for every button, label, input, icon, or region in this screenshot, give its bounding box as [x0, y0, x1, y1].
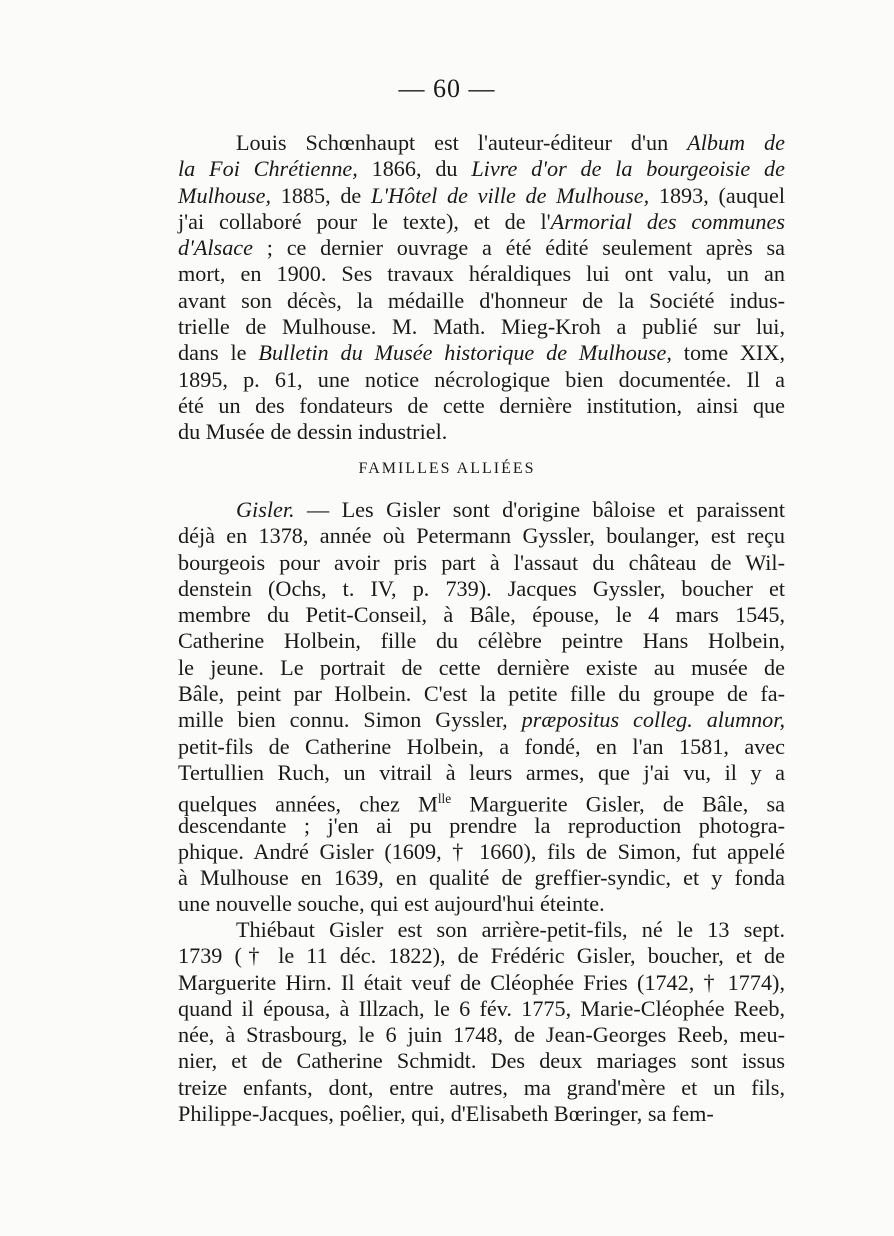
page-number: — 60 — [398, 74, 496, 103]
text-line [178, 393, 785, 419]
text-run: née, à Strasbourg, le 6 juin 1748, de Jean-Georges Reeb, meu- [178, 1022, 785, 1048]
text-run: trielle de Mulhouse. M. Math. Mieg-Kroh a publié sur lui, [178, 314, 785, 340]
text-line [178, 734, 785, 760]
text-run: Marguerite Gisler, de Bâle, sa [451, 791, 785, 817]
paragraph-thiebaut [178, 917, 785, 1127]
text-line [178, 865, 785, 891]
text-run: Catherine Holbein, fille du célèbre peintre Hans Holbein, [178, 628, 785, 654]
text-line [178, 996, 785, 1022]
text-line [178, 367, 785, 393]
text-run: avant son décès, la médaille d'honneur de la Société indus- [178, 287, 785, 313]
text-run: Bulletin du Musée historique de Mulhouse, [258, 340, 672, 366]
text-line [178, 681, 785, 707]
paragraph-schoenhaupt [178, 130, 785, 446]
text-run: Thiébaut Gisler est son arrière-petit-fils, né le 13 sept. [236, 917, 785, 942]
text-line [178, 655, 785, 681]
text-run: mille bien connu. Simon Gyssler, [178, 707, 522, 733]
text-run: été un des fondateurs de cette dernière institution, ainsi que [178, 392, 785, 418]
text-run: 1866, du [357, 156, 472, 182]
text-line [178, 786, 785, 817]
text-line [178, 183, 785, 209]
text-run: quelques années, chez M [178, 791, 438, 817]
text-run: treize enfants, dont, entre autres, ma grand'mère et un fils, [178, 1074, 785, 1100]
section-heading: FAMILLES ALLIÉES [358, 460, 536, 477]
text-run: la Foi Chrétienne, [178, 156, 358, 182]
paragraph-text [178, 130, 785, 446]
text-line [178, 839, 785, 865]
text-line [178, 891, 785, 917]
text-line [178, 943, 785, 969]
text-run: lle [437, 791, 452, 807]
text-line [178, 261, 785, 287]
text-run: Mulhouse, [178, 182, 272, 208]
text-run: Bâle, peint par Holbein. C'est la petite fille du groupe de fa- [178, 681, 785, 707]
text-run: descendante ; j'en ai pu prendre la reproduction photogra- [178, 812, 785, 838]
text-run: Louis Schœnhaupt est l'auteur-éditeur d'un [236, 130, 688, 155]
text-run: une nouvelle souche, qui est aujourd'hui éteinte. [178, 891, 605, 917]
text-line [178, 340, 785, 366]
text-line [178, 760, 785, 786]
text-run: mort, en 1900. Ses travaux héraldiques lui ont valu, un an [178, 261, 785, 287]
text-line [178, 130, 785, 156]
text-run: d'Alsace [178, 235, 253, 261]
text-line [178, 314, 785, 340]
text-run: Album de [687, 130, 785, 155]
text-line [178, 917, 785, 943]
text-run: tome XIX, [671, 340, 785, 366]
text-run: Tertullien Ruch, un vitrail à leurs armes, que j'ai vu, il y a [178, 759, 785, 785]
paragraph-gisler [178, 497, 785, 918]
text-line [178, 707, 785, 733]
text-run: 1893, (auquel [649, 182, 785, 208]
text-run: nier, et de Catherine Schmidt. Des deux mariages sont issus [178, 1048, 785, 1074]
text-run: déjà en 1378, année où Petermann Gyssler, boulanger, est reçu [178, 523, 785, 549]
text-run: bourgeois pour avoir pris part à l'assaut du château de Wil- [178, 549, 785, 575]
text-run: præpositus colleg. alumnor, [521, 707, 785, 733]
text-run: petit-fils de Catherine Holbein, a fondé, en l'an 1581, avec [178, 733, 785, 759]
text-run: ; ce dernier ouvrage a été édité seulement après sa [252, 235, 785, 261]
text-run: 1885, de [271, 182, 371, 208]
paragraph-text [178, 917, 785, 1127]
text-line [178, 523, 785, 549]
text-line [178, 235, 785, 261]
text-line [178, 419, 785, 445]
text-run: Armorial des communes [550, 208, 785, 234]
text-line [178, 497, 785, 523]
text-run: à Mulhouse en 1639, en qualité de greffier-syndic, et y fonda [178, 865, 785, 891]
text-run: j'ai collaboré pour le texte), et de l' [178, 208, 551, 234]
text-line [178, 1101, 785, 1127]
text-line [178, 970, 785, 996]
text-line [178, 1022, 785, 1048]
text-line [178, 576, 785, 602]
text-run: membre du Petit-Conseil, à Bâle, épouse, le 4 mars 1545, [178, 602, 785, 628]
text-run: le jeune. Le portrait de cette dernière existe au musée de [178, 654, 785, 680]
text-line [178, 602, 785, 628]
text-run: Gisler. [236, 497, 295, 522]
text-line [178, 156, 785, 182]
text-run: phique. André Gisler (1609, † 1660), fils de Simon, fut appelé [178, 838, 785, 864]
text-line [178, 550, 785, 576]
text-run: 1895, p. 61, une notice nécrologique bien documentée. Il a [178, 366, 785, 392]
text-run: Livre d'or de la bourgeoisie de [471, 156, 785, 182]
text-line [178, 628, 785, 654]
text-run: denstein (Ochs, t. IV, p. 739). Jacques Gyssler, boucher et [178, 575, 785, 601]
text-run: 1739 († le 11 déc. 1822), de Frédéric Gisler, boucher, et de [178, 943, 785, 969]
text-run: L'Hôtel de ville de Mulhouse, [370, 182, 650, 208]
text-line [178, 288, 785, 314]
text-run: — Les Gisler sont d'origine bâloise et paraissent [294, 497, 785, 522]
text-run: dans le [178, 340, 259, 366]
text-run: Philippe-Jacques, poêlier, qui, d'Elisabeth Bœringer, sa fem- [178, 1101, 714, 1127]
text-line [178, 1048, 785, 1074]
text-run: Marguerite Hirn. Il était veuf de Cléophée Fries (1742, † 1774), [178, 969, 785, 995]
text-line [178, 209, 785, 235]
paragraph-text [178, 497, 785, 918]
text-line [178, 813, 785, 839]
text-run: du Musée de dessin industriel. [178, 419, 448, 445]
text-line [178, 1075, 785, 1101]
text-run: quand il épousa, à Illzach, le 6 fév. 1775, Marie-Cléophée Reeb, [178, 995, 785, 1021]
